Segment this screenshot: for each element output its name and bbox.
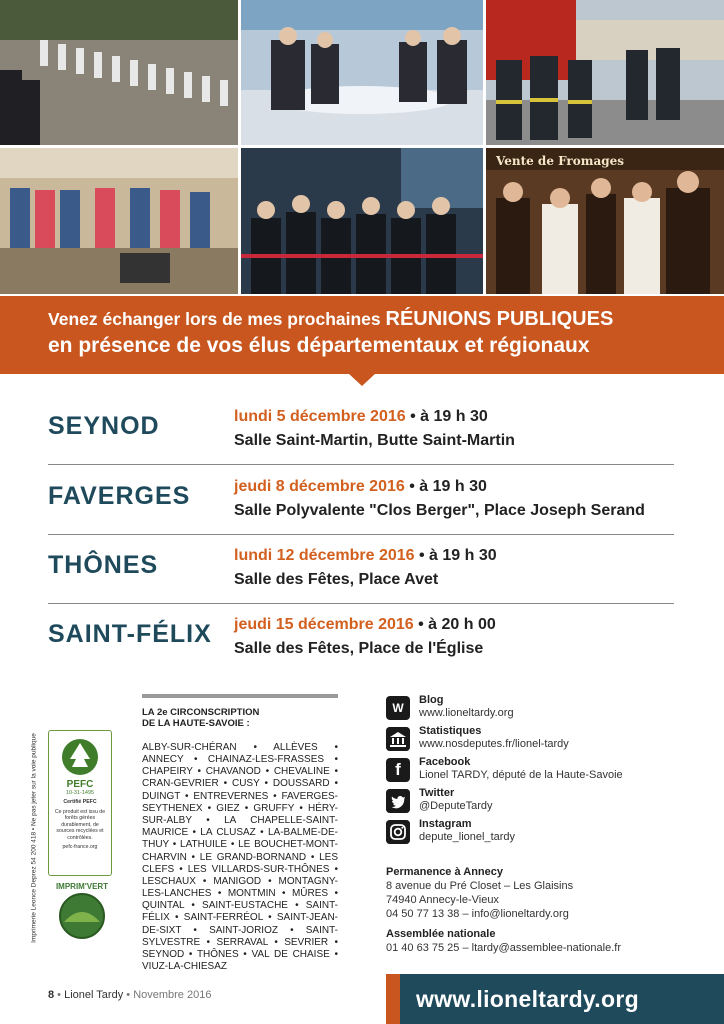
contact-twitter[interactable] xyxy=(386,787,686,818)
photo-grid xyxy=(0,0,724,294)
pefc-description: Ce produit est issu de forêts gérées durablement, de sources recyclées et contrôlées. xyxy=(54,808,106,841)
meeting-date: jeudi 8 décembre 2016 xyxy=(234,478,405,495)
imprim-vert-icon xyxy=(50,882,114,946)
contact-title: Twitter xyxy=(419,787,455,799)
meeting-dateline xyxy=(234,478,487,496)
meeting-thones xyxy=(48,547,674,609)
banner-line-1 xyxy=(48,308,613,331)
meeting-city: FAVERGES xyxy=(48,482,191,510)
contact-link[interactable]: @DeputeTardy xyxy=(419,800,493,812)
meeting-date: lundi 12 décembre 2016 xyxy=(234,547,415,564)
contact-link[interactable]: Lionel TARDY, député de la Haute-Savoie xyxy=(419,769,623,781)
meeting-place: Salle des Fêtes, Place de l'Église xyxy=(234,640,484,657)
circonscription-bar xyxy=(142,694,338,698)
meeting-time: à 19 h 30 xyxy=(420,408,488,425)
photo-tv-studio xyxy=(241,0,483,145)
meeting-city: SAINT-FÉLIX xyxy=(48,620,212,648)
contact-facebook[interactable] xyxy=(386,756,686,787)
contact-statistiques[interactable] xyxy=(386,725,686,756)
contact-blog[interactable] xyxy=(386,694,686,725)
meeting-place: Salle des Fêtes, Place Avet xyxy=(234,571,439,588)
office-title: Permanence à Annecy xyxy=(386,866,503,878)
contact-title: Facebook xyxy=(419,756,471,768)
meeting-time: à 19 h 30 xyxy=(419,478,487,495)
facebook-icon: f xyxy=(386,758,410,782)
website-bar-accent xyxy=(386,974,400,1024)
circonscription-block xyxy=(142,694,338,973)
page-footer xyxy=(48,989,211,1001)
meeting-place: Salle Polyvalente "Clos Berger", Place Joseph Serand xyxy=(234,502,645,519)
meeting-dateline xyxy=(234,616,496,634)
banner-pointer xyxy=(348,373,376,386)
meeting-city: THÔNES xyxy=(48,551,159,579)
meeting-city: SEYNOD xyxy=(48,412,160,440)
meeting-time: à 20 h 00 xyxy=(428,616,496,633)
website-bar xyxy=(386,974,724,1024)
meeting-date: jeudi 15 décembre 2016 xyxy=(234,616,414,633)
photo-cheese-market xyxy=(486,148,724,294)
circonscription-title xyxy=(142,708,338,730)
footer-bullet: • xyxy=(123,989,134,1001)
photo-marching-soldiers xyxy=(0,0,238,145)
contact-title: Instagram xyxy=(419,818,472,830)
meeting-bullet: • xyxy=(413,616,429,633)
office-address xyxy=(386,866,686,922)
contact-list xyxy=(386,694,686,849)
meeting-faverges xyxy=(48,478,674,540)
twitter-icon xyxy=(386,789,410,813)
banner-highlight: RÉUNIONS PUBLIQUES xyxy=(385,308,614,330)
contact-title: Statistiques xyxy=(419,725,482,737)
banner-intro: Venez échanger lors de mes prochaines xyxy=(48,309,386,329)
footer-bullet: • xyxy=(54,989,65,1001)
office-address-line1: 8 avenue du Pré Closet – Les Glaisins xyxy=(386,879,574,892)
imprim-vert-logo xyxy=(50,882,114,946)
meeting-date: lundi 5 décembre 2016 xyxy=(234,408,406,425)
pefc-number: 10-31-1495 xyxy=(65,790,95,796)
meeting-time: à 19 h 30 xyxy=(429,547,497,564)
meeting-bullet: • xyxy=(414,547,430,564)
office-address-line2: 74940 Annecy-le-Vieux xyxy=(386,893,499,906)
circonscription-title-line1: LA 2e CIRCONSCRIPTION xyxy=(142,707,260,718)
blog-icon: W xyxy=(386,696,410,720)
photo-caption: Vente de Fromages xyxy=(496,154,625,168)
contact-instagram[interactable] xyxy=(386,818,686,849)
office-phone-email[interactable]: 04 50 77 13 38 – info@lioneltardy.org xyxy=(386,907,569,920)
meeting-divider xyxy=(48,603,674,604)
photo-firefighters xyxy=(486,0,724,145)
meeting-seynod xyxy=(48,408,674,470)
footer-date: Novembre 2016 xyxy=(133,989,212,1001)
pefc-certified: Certifié PEFC xyxy=(63,799,97,805)
printer-notice xyxy=(28,700,40,976)
photo-classroom xyxy=(0,148,238,294)
imprim-vert-text: IMPRIM'VERT xyxy=(55,882,109,891)
contact-title: Blog xyxy=(419,694,444,706)
pefc-tree-icon xyxy=(60,737,100,777)
assembly-contact xyxy=(386,928,686,956)
banner-line-2: en présence de vos élus départementaux et régionaux xyxy=(48,334,590,357)
assembly-phone-email[interactable]: 01 40 63 75 25 – ltardy@assemblee-nationale.fr xyxy=(386,941,621,954)
contact-link[interactable]: www.nosdeputes.fr/lionel-tardy xyxy=(419,738,569,750)
meeting-bullet: • xyxy=(404,478,420,495)
pefc-site: pefc-france.org xyxy=(62,844,98,850)
meeting-bullet: • xyxy=(405,408,421,425)
circonscription-title-line2: DE LA HAUTE-SAVOIE : xyxy=(142,717,250,729)
meeting-dateline xyxy=(234,547,497,565)
footer-author: Lionel Tardy xyxy=(64,989,124,1001)
website-link[interactable]: www.lioneltardy.org xyxy=(416,986,639,1012)
assembly-title: Assemblée nationale xyxy=(386,928,496,940)
parliament-icon xyxy=(386,727,410,751)
contact-link[interactable]: depute_lionel_tardy xyxy=(419,831,516,843)
meeting-dateline xyxy=(234,408,488,426)
pefc-title: PEFC xyxy=(66,779,94,790)
printer-text: Imprimerie Leonce Deprez 54 200 418 • Ne pas jeter sur la voie publique xyxy=(30,733,38,943)
instagram-icon xyxy=(386,820,410,844)
photo-ribbon-cutting xyxy=(241,148,483,294)
meeting-divider xyxy=(48,534,674,535)
circonscription-towns: ALBY-SUR-CHÉRAN • ALLÈVES • ANNECY • CHAINAZ-LES-FRASSES • CHAPEIRY • CHAVANOD • CHEVALINE • CRAN-GEVRIER • CUSY • DOUSSARD • DUINGT • ENTREVERNES • FAVERGES-SEYTHENEX • GIEZ • GRUFFY • HÉRY-SUR-ALBY • LA CHAPELLE-SAINT-MAURICE • LA CLUSAZ • LA-BALME-DE-THUY • LATHUILE • LE BOUCHET-MONT-CHARVIN • LE GRAND-BORNAND • LES CLEFS • LES VILLARDS-SUR-THÔNES • LESCHAUX • MANIGOD • MONTAGNY-LES-LANCHES • MONTMIN • MÛRES • QUINTAL • SAINT-EUSTACHE • SAINT-FÉLIX • SAINT-FERRÉOL • SAINT-JEAN-DE-SIXT • SAINT-JORIOZ • SAINT-SYLVESTRE • SERRAVAL • SEVRIER • SEYNOD • THÔNES • VAL DE CHAISE • VIUZ-LA-CHIESAZ xyxy=(142,741,338,973)
invitation-banner xyxy=(0,296,724,374)
meeting-place: Salle Saint-Martin, Butte Saint-Martin xyxy=(234,432,515,449)
contact-link[interactable]: www.lioneltardy.org xyxy=(419,707,514,719)
page-number: 8 xyxy=(48,989,55,1001)
meeting-saint-felix xyxy=(48,616,674,678)
meeting-divider xyxy=(48,464,674,465)
pefc-label xyxy=(48,730,112,876)
